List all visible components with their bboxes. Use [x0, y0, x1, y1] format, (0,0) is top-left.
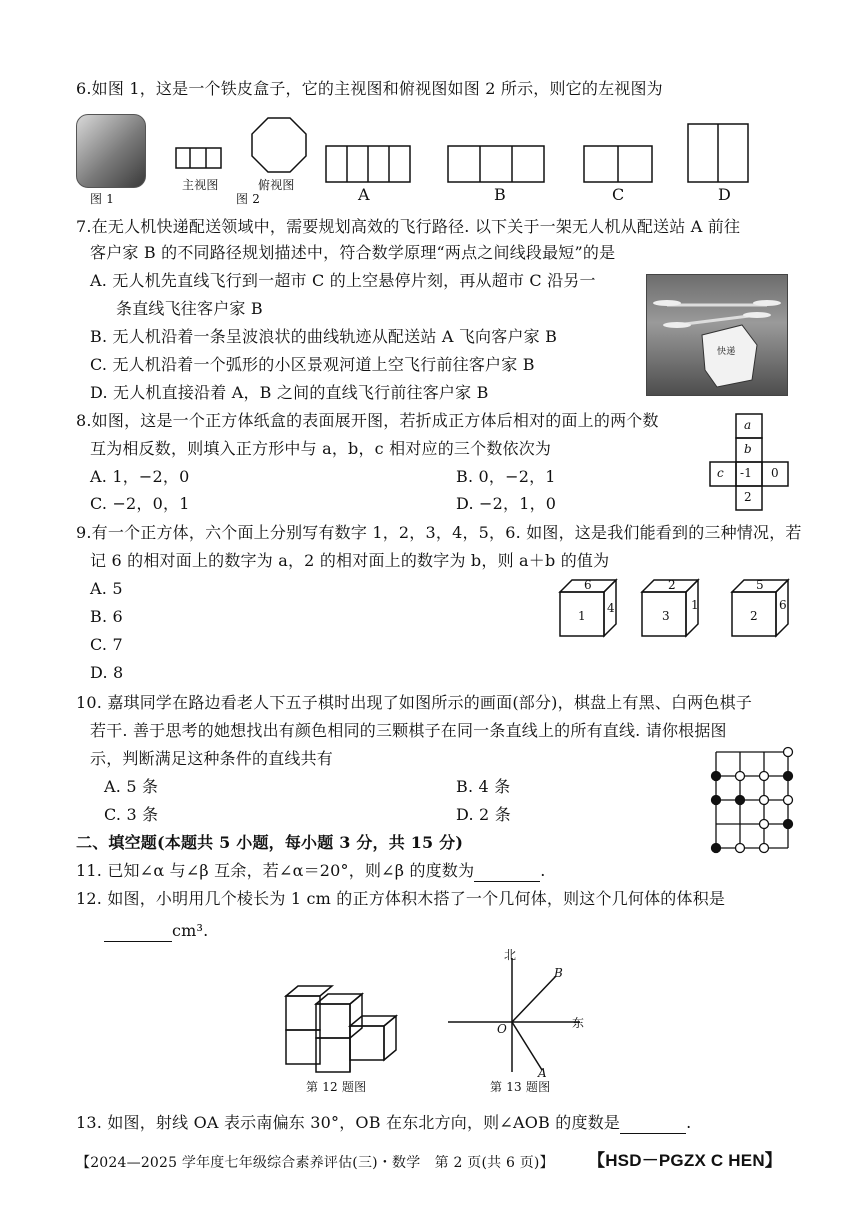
net-c: c	[717, 466, 724, 480]
q6-top-view-label: 俯视图	[258, 178, 295, 192]
white-stone	[784, 796, 793, 805]
net-two: 2	[744, 490, 752, 504]
q6-front-view-label: 主视图	[182, 178, 219, 192]
q6-option-d: D	[718, 185, 732, 204]
cube2-side: 1	[691, 598, 699, 612]
tin-box-photo	[76, 114, 146, 188]
exam-code: 【HSD－PGZX C HEN】	[588, 1151, 782, 1170]
q6-stem: 6.如图 1，这是一个铁皮盒子，它的主视图和俯视图如图 2 所示，则它的左视图为	[76, 79, 663, 98]
drone-box-label: 快递	[717, 347, 736, 357]
compass-a: A	[538, 1066, 547, 1080]
top-view-octagon	[252, 118, 306, 172]
q8-option-b: B. 0，−2，1	[456, 467, 556, 486]
compass-b: B	[554, 966, 564, 980]
q10-option-c: C. 3 条	[104, 805, 159, 824]
q11-end: .	[540, 861, 546, 880]
q8-option-c: C. −2，0，1	[90, 494, 190, 513]
compass-o: O	[497, 1022, 508, 1036]
white-stone	[760, 796, 769, 805]
stacked-cubes-figure	[280, 980, 400, 1084]
q11-stem: 11. 已知∠α 与∠β 互余，若∠α＝20°，则∠β 的度数为	[76, 861, 475, 880]
q12-stem-line1: 12. 如图，小明用几个棱长为 1 cm 的正方体积木搭了一个几何体，则这个几何体的体积是	[76, 889, 726, 908]
q7-option-b: B. 无人机沿着一条呈波浪状的曲线轨迹从配送站 A 飞向客户家 B	[90, 327, 558, 346]
q11-answer-blank[interactable]	[474, 863, 540, 882]
compass-figure	[440, 950, 600, 1080]
cube1-front: 1	[578, 609, 586, 623]
cube3-side: 6	[779, 598, 787, 612]
cube2-top: 2	[668, 578, 676, 592]
cube1-top: 6	[584, 578, 592, 592]
q7-option-d: D. 无人机直接沿着 A，B 之间的直线飞行前往客户家 B	[90, 383, 489, 402]
q9-option-d: D. 8	[90, 663, 124, 682]
q12-caption: 第 12 题图	[306, 1080, 367, 1094]
front-view-rect	[176, 148, 221, 168]
q13-text	[76, 1112, 691, 1134]
q9-stem-line1: 9.有一个正方体，六个面上分别写有数字 1，2，3，4，5，6. 如图，这是我们能看到的三种情况，若	[76, 523, 802, 542]
q13-answer-blank[interactable]	[620, 1115, 686, 1134]
cube1-side: 4	[607, 601, 615, 615]
q8-option-d: D. −2，1，0	[456, 494, 557, 513]
white-stone	[760, 844, 769, 853]
section2-heading: 二、填空题(本题共 5 小题，每小题 3 分，共 15 分)	[76, 833, 464, 852]
q10-option-a: A. 5 条	[104, 777, 159, 796]
q10-stem-line2: 若干. 善于思考的她想找出有颜色相同的三颗棋子在同一条直线上的所有直线. 请你根据图	[90, 721, 727, 740]
q9-stem-line2: 记 6 的相对面上的数字为 a，2 的相对面上的数字为 b，则 a＋b 的值为	[90, 551, 610, 570]
black-stone	[736, 796, 745, 805]
gomoku-board-figure	[708, 744, 794, 854]
net-minus1: -1	[740, 466, 753, 480]
option-b-rect	[448, 146, 544, 182]
q6-fig1-caption: 图 1	[90, 192, 115, 206]
q7-stem-line1: 7.在无人机快递配送领域中，需要规划高效的飞行路径. 以下关于一架无人机从配送站 A 前往	[76, 217, 741, 236]
q12-answer-blank[interactable]	[104, 923, 172, 942]
q6-option-a: A	[358, 185, 370, 204]
q11-text	[76, 860, 546, 882]
black-stone	[712, 796, 721, 805]
q6-fig2-caption: 图 2	[236, 192, 261, 206]
cube3-top: 5	[756, 578, 764, 592]
black-stone	[712, 844, 721, 853]
q12-unit: cm³.	[172, 921, 209, 940]
q10-stem-line3: 示，判断满足这种条件的直线共有	[90, 749, 334, 768]
q8-option-a: A. 1，−2，0	[90, 467, 190, 486]
q7-option-c: C. 无人机沿着一个弧形的小区景观河道上空飞行前往客户家 B	[90, 355, 535, 374]
q9-option-a: A. 5	[90, 579, 123, 598]
net-b: b	[744, 442, 752, 456]
q9-option-c: C. 7	[90, 635, 123, 654]
q6-option-c: C	[612, 185, 625, 204]
q10-option-d: D. 2 条	[456, 805, 511, 824]
net-zero: 0	[771, 466, 779, 480]
page-footer: 【2024—2025 学年度七年级综合素养评估(三)・数学 第 2 页(共 6 页)】	[76, 1155, 554, 1171]
q7-stem-line2: 客户家 B 的不同路径规划描述中，符合数学原理“两点之间线段最短”的是	[90, 243, 616, 262]
q8-stem-line2: 互为相反数，则填入正方形中与 a，b，c 相对应的三个数依次为	[90, 439, 552, 458]
white-stone	[760, 820, 769, 829]
cube3-front: 2	[750, 609, 758, 623]
q9-option-b: B. 6	[90, 607, 123, 626]
black-stone	[712, 772, 721, 781]
q7-option-a-line2: 条直线飞往客户家 B	[116, 299, 263, 318]
white-stone	[736, 772, 745, 781]
q12-line2	[104, 920, 208, 942]
q10-stem-line1: 10. 嘉琪同学在路边看老人下五子棋时出现了如图所示的画面(部分)，棋盘上有黑、白两色棋子	[76, 693, 753, 712]
q13-end: .	[686, 1113, 692, 1132]
q10-option-b: B. 4 条	[456, 777, 511, 796]
compass-east: 东	[572, 1016, 585, 1030]
compass-north: 北	[504, 948, 517, 962]
drone-photo	[646, 274, 788, 396]
white-stone	[784, 748, 793, 757]
cube2-front: 3	[662, 609, 670, 623]
q8-stem-line1: 8.如图，这是一个正方体纸盒的表面展开图，若折成正方体后相对的面上的两个数	[76, 411, 659, 430]
black-stone	[784, 820, 793, 829]
white-stone	[736, 844, 745, 853]
net-a: a	[744, 418, 752, 432]
q6-option-d-figure	[684, 120, 754, 190]
q13-stem: 13. 如图，射线 OA 表示南偏东 30°，OB 在东北方向，则∠AOB 的度数是	[76, 1113, 621, 1132]
white-stone	[760, 772, 769, 781]
q6-option-b: B	[494, 185, 506, 204]
q13-caption: 第 13 题图	[490, 1080, 551, 1094]
black-stone	[784, 772, 793, 781]
q7-option-a-line1: A. 无人机先直线飞行到一超市 C 的上空悬停片刻，再从超市 C 沿另一	[90, 271, 596, 290]
